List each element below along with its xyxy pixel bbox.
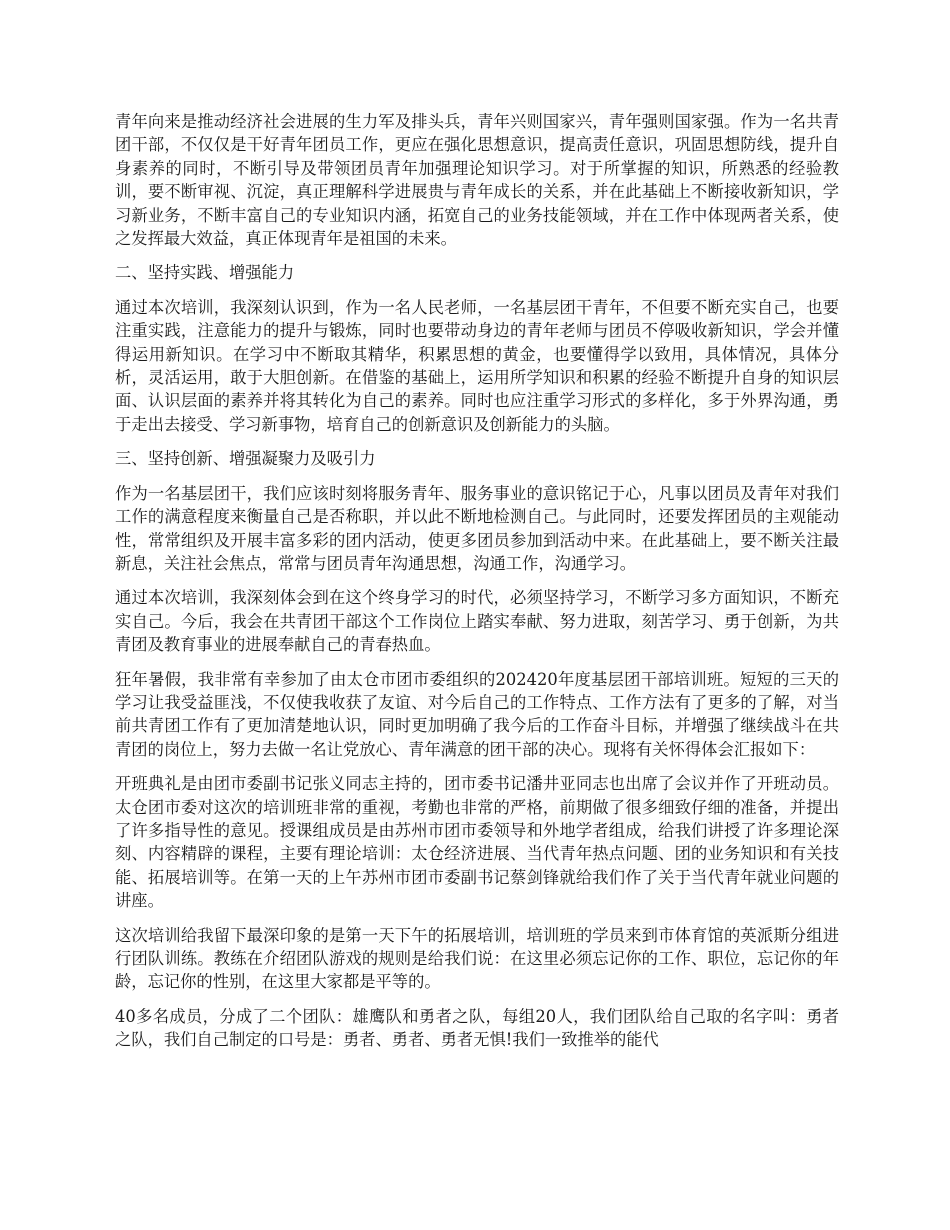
paragraph-training-intro: 狂年暑假，我非常有幸参加了由太仓市团市委组织的202420年度基层团干部培训班。短短的三天的学习让我受益匪浅，不仅使我收获了友谊、对今后自己的工作特点、工作方法有了更多的了解，对当前共青团工作有了更加清楚地认识，同时更加明确了我今后的工作奋斗目标，并增强了继续战斗在共青团的岗位上，努力去做一名让党放心、青年满意的团干部的决心。现将有关怀得体会汇报如下： bbox=[115, 669, 839, 759]
paragraph-teams: 40多名成员，分成了二个团队：雄鹰队和勇者之队，每组20人，我们团队给自己取的名字叫：勇者之队，我们自己制定的口号是：勇者、勇者、勇者无惧!我们一致推举的能代 bbox=[115, 1006, 839, 1050]
paragraph-conclusion: 通过本次培训，我深刻体会到在这个终身学习的时代，必须坚持学习，不断学习多方面知识，不断充实自己。今后，我会在共青团干部这个工作岗位上踏实奉献、努力进取，刻苦学习、勇于创新，为共青团及教育事业的进展奉献自己的青春热血。 bbox=[115, 588, 839, 655]
paragraph-practice: 通过本次培训，我深刻认识到，作为一名人民老师，一名基层团干青年，不但要不断充实自己，也要注重实践，注意能力的提升与锻炼，同时也要带动身边的青年老师与团员不停吸收新知识，学会并懂得运用新知识。在学习中不断取其精华，积累思想的黄金，也要懂得学以致用，具体情况，具体分析，灵活运用，敢于大胆创新。在借鉴的基础上，运用所学知识和积累的经验不断提升自身的知识层面、认识层面的素养并将其转化为自己的素养。同时也应注重学习形式的多样化，多于外界沟通，勇于走出去接受、学习新事物，培育自己的创新意识及创新能力的头脑。 bbox=[115, 297, 839, 434]
document-page bbox=[115, 110, 839, 1063]
section-heading-practice: 二、坚持实践、增强能力 bbox=[115, 263, 295, 283]
paragraph-innovation: 作为一名基层团干，我们应该时刻将服务青年、服务事业的意识铭记于心，凡事以团员及青年对我们工作的满意程度来衡量自己是否称职，并以此不断地检测自己。与此同时，还要发挥团员的主观能动性，常常组织及开展丰富多彩的团内活动，使更多团员参加到活动中来。在此基础上，要不断关注最新息，关注社会焦点，常常与团员青年沟通思想，沟通工作，沟通学习。 bbox=[115, 483, 839, 573]
section-heading-innovation: 三、坚持创新、增强凝聚力及吸引力 bbox=[115, 449, 376, 469]
paragraph-opening-ceremony: 开班典礼是由团市委副书记张义同志主持的，团市委书记潘井亚同志也出席了会议并作了开班动员。太仓团市委对这次的培训班非常的重视，考勤也非常的严格，前期做了很多细致仔细的准备，并提出了许多指导性的意见。授课组成员是由苏州市团市委领导和外地学者组成，给我们讲授了许多理论深刻、内容精辟的课程，主要有理论培训：太仓经济进展、当代青年热点问题、团的业务知识和有关技能、拓展培训等。在第一天的上午苏州市团市委副书记蔡剑锋就给我们作了关于当代青年就业问题的讲座。 bbox=[115, 774, 839, 911]
paragraph-expansion-training: 这次培训给我留下最深印象的是第一天下午的拓展培训，培训班的学员来到市体育馆的英派斯分组进行团队训练。教练在介绍团队游戏的规则是给我们说：在这里必须忘记你的工作、职位，忘记你的年龄，忘记你的性别，在这里大家都是平等的。 bbox=[115, 925, 839, 992]
paragraph-intro: 青年向来是推动经济社会进展的生力军及排头兵，青年兴则国家兴，青年强则国家强。作为一名共青团干部，不仅仅是干好青年团员工作，更应在强化思想意识，提高责任意识，巩固思想防线，提升自身素养的同时，不断引导及带领团员青年加强理论知识学习。对于所掌握的知识，所熟悉的经验教训，要不断审视、沉淀，真正理解科学进展贵与青年成长的关系，并在此基础上不断接收新知识，学习新业务，不断丰富自己的专业知识内涵，拓宽自己的业务技能领域，并在工作中体现两者关系，使之发挥最大效益，真正体现青年是祖国的未来。 bbox=[115, 112, 839, 249]
